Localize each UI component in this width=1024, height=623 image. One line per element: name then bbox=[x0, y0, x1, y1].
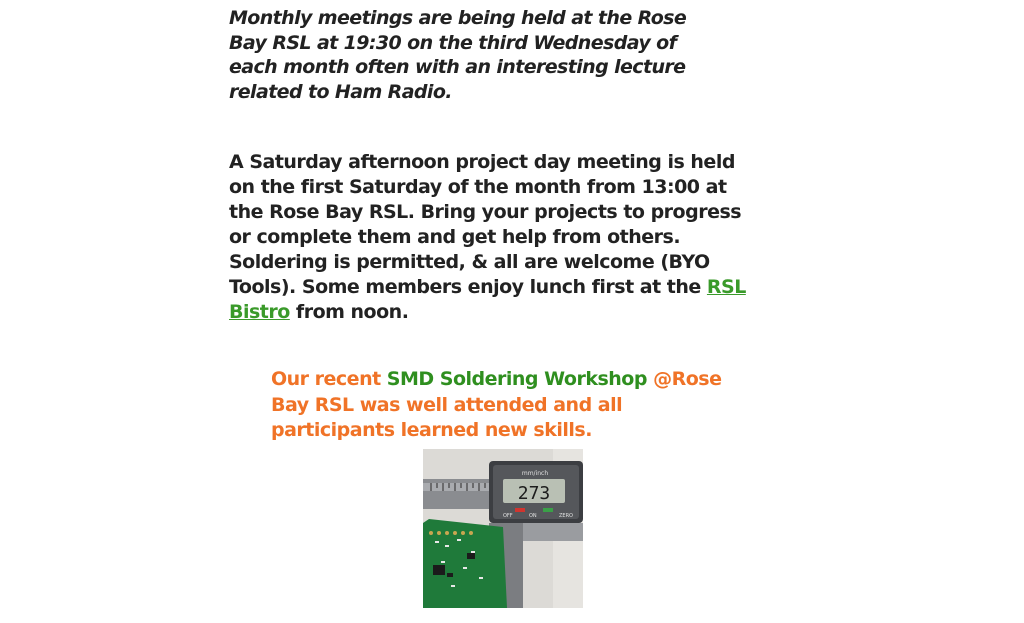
workshop-text-end: @Rose Bay RSL was well attended and all participants learned new skills. bbox=[271, 368, 722, 441]
on-label: ON bbox=[529, 513, 537, 519]
rsl-bistro-link[interactable]: RSL Bistro bbox=[229, 276, 746, 323]
saturday-text-end: from noon. bbox=[289, 301, 409, 323]
caliper-reading: 273 bbox=[517, 483, 551, 504]
workshop-highlight: SMD Soldering Workshop bbox=[386, 368, 647, 390]
saturday-meeting-paragraph bbox=[229, 150, 749, 325]
saturday-text: A Saturday afternoon project day meeting is held on the first Saturday of the month from 13:00 at the Rose Bay RSL. Bring your projects to progress or complete them and get help from others. Soldering is permitted, & all are welcome (BYO Tools). Some members enjoy lunch first at the bbox=[229, 151, 742, 298]
caliper-pcb-image bbox=[423, 449, 583, 608]
caliper-pcb-photo bbox=[423, 449, 583, 608]
workshop-announcement bbox=[271, 367, 731, 444]
units-label: mm/inch bbox=[521, 470, 549, 477]
off-label: OFF bbox=[503, 513, 513, 519]
workshop-text-start: Our recent bbox=[271, 368, 387, 390]
monthly-meetings-paragraph: Monthly meetings are being held at the Rose Bay RSL at 19:30 on the third Wednesday of each month often with an interesting lecture related to Ham Radio. bbox=[229, 7, 687, 103]
zero-label: ZERO bbox=[559, 513, 573, 519]
main-content bbox=[229, 6, 749, 323]
